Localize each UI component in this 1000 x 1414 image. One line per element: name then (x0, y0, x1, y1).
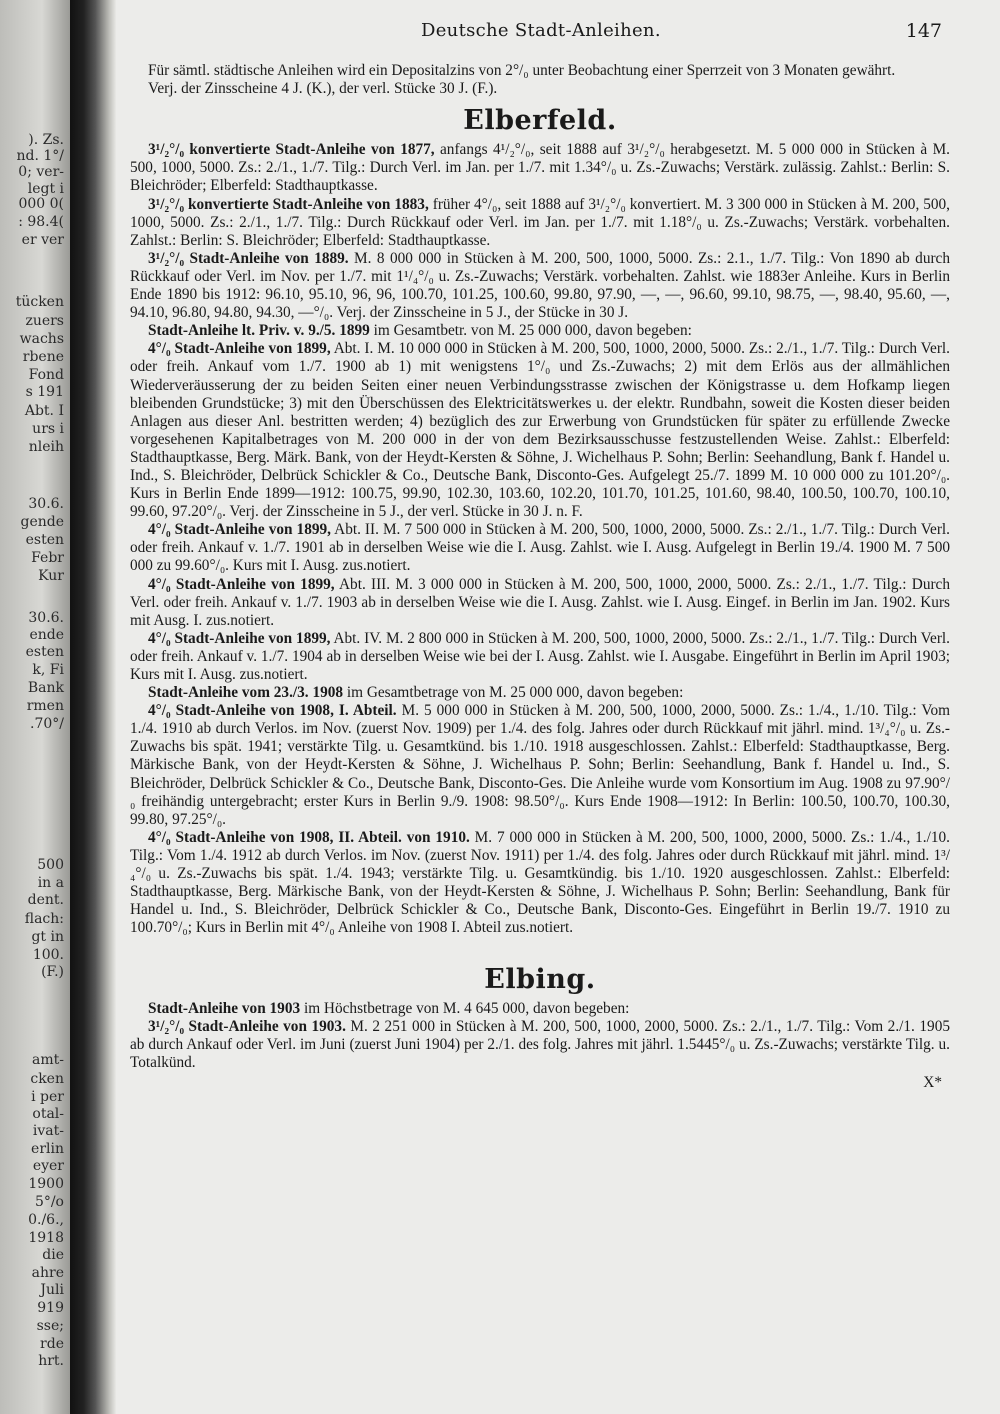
margin-fragment: 100. (32, 947, 64, 963)
margin-fragment: ahre (31, 1265, 64, 1281)
margin-fragment: 919 (37, 1300, 64, 1316)
loan-title: 4°/₀ Stadt-Anleihe von 1899, (148, 575, 335, 593)
margin-fragment: erlin (31, 1141, 64, 1157)
loan-text: im Gesamtbetr. von M. 25 000 000, davon begeben: (369, 322, 692, 340)
margin-fragment: i per (31, 1089, 64, 1105)
loan-group-entry (130, 684, 950, 702)
margin-fragment: esten (25, 644, 64, 660)
margin-fragment: : 98.4( (18, 214, 64, 230)
loan-entry (130, 141, 950, 195)
loan-text: M. 5 000 000 in Stücken à M. 200, 500, 1000, 2000, 5000. Zs.: 1./4., 1./10. Tilg.: Vom 1./4. 1910 ab durch Verlos. im Nov. (zuerst Nov. 1909) per 1./4. des folg. Jahres oder durch Rückkauf mit jährl. mind. 1³/₄°/₀ u. Zs.-Zuwachs bis spät. 1941; verstärkte Tilg. u. Gesamtkünd. bis 1./10. 1918 ausgeschlossen. Zahlst.: Elberfeld: Stadthauptkasse, Berg. Märkische Bank, von der Heydt-Kersten & Söhne, J. Wichelhaus P. Sohn; Berlin: Seehandlung, Bank f. Handel u. Ind., S. Bleichröder, Delbrück Schickler & Co., Deutsche Bank, Disconto-Ges. Die Anleihe wurde vom Konsortium im Aug. 1908 zu 97.90°/₀ freihändig untergebracht; erster Kurs in Berlin 9./9. 1908: 98.50°/₀. Kurs Ende 1908—1912: In Berlin: 100.50, 100.70, 100.30, 99.80, 97.25°/₀. (130, 702, 950, 828)
loan-entry (130, 702, 950, 829)
loan-title: 4°/₀ Stadt-Anleihe von 1899, (148, 629, 331, 647)
margin-fragment: Fond (28, 367, 64, 383)
margin-fragment: ende (29, 627, 64, 643)
loan-entry (130, 576, 950, 630)
margin-fragment: Febr (31, 550, 64, 566)
city-heading-elberfeld: Elberfeld. (463, 105, 617, 137)
loan-title: 3¹/₂°/₀ konvertierte Stadt-Anleihe von 1877, (148, 141, 435, 159)
loan-title: 4°/₀ Stadt-Anleihe von 1899, (148, 340, 331, 358)
margin-fragment: ). Zs. (28, 132, 64, 148)
loan-text: im Höchstbetrage von M. 4 645 000, davon begeben: (300, 999, 630, 1017)
loan-title: 3¹/₂°/₀ Stadt-Anleihe von 1889. (148, 249, 349, 267)
loan-group-entry (130, 322, 950, 340)
margin-fragment: Abt. I (24, 403, 64, 419)
loan-title: 4°/₀ Stadt-Anleihe von 1908, I. Abteil. (148, 702, 397, 720)
margin-fragment: 500 (37, 857, 64, 873)
loan-text: früher 4°/₀, seit 1888 auf 3¹/₂°/₀ konvertiert. M. 3 300 000 in Stücken à M. 200, 500, 1000, 5000. Zs.: 2./1., 1./7. Tilg.: Durch Rückkauf oder Verl. im Jan. per 1./7. mit 1.18°/₀ u. Zs.-Zuwachs; Verstärk. vorbehalten. Zahlst.: Berlin: S. Bleichröder; Elberfeld: Stadthauptkasse. (130, 195, 950, 249)
adjacent-page-margin (0, 0, 70, 1414)
document-page (116, 0, 1000, 1414)
margin-fragment: zuers (25, 313, 64, 329)
margin-fragment: ivat- (32, 1123, 64, 1139)
loan-text: M. 2 251 000 in Stücken à M. 200, 500, 1000, 2000, 5000. Zs.: 2./1., 1./7. Tilg.: Vom 2./1. 1905 ab durch Ankauf oder Verl. im Juni (zuerst Juni 1904) per 2./1. des folg. Jahres mit jährl. 1.5445°/₀ u. Zs.-Zuwachs; verstärkte Tilg. u. Totalkünd. (130, 1017, 950, 1071)
margin-fragment: Kur (38, 568, 64, 584)
margin-fragment: sse; (36, 1318, 64, 1334)
loan-title: 4°/₀ Stadt-Anleihe von 1899, (148, 521, 331, 539)
loan-title: Stadt-Anleihe von 1903 (148, 999, 301, 1017)
loan-entry (130, 340, 950, 521)
city-heading-elbing: Elbing. (484, 964, 596, 996)
margin-fragment: flach: (24, 911, 64, 927)
margin-fragment: er ver (21, 232, 64, 248)
loan-entry (130, 250, 950, 322)
loan-entry (130, 521, 950, 575)
margin-fragment: 1918 (28, 1230, 64, 1246)
loan-entry (130, 196, 950, 250)
margin-fragment: Bank (27, 680, 64, 696)
intro-deposit-note: Für sämtl. städtische Anleihen wird ein Depositalzins von 2°/₀ unter Beobachtung einer Sperrzeit von 3 Monaten gewährt. (148, 62, 896, 79)
loan-entry (130, 630, 950, 684)
loan-title: 3¹/₂°/₀ Stadt-Anleihe von 1903. (148, 1017, 346, 1035)
margin-fragment: die (42, 1247, 64, 1263)
loan-title: Stadt-Anleihe lt. Priv. v. 9./5. 1899 (148, 322, 370, 340)
loan-title: 4°/₀ Stadt-Anleihe von 1908, II. Abteil. von 1910. (148, 828, 470, 846)
margin-fragment: in a (37, 875, 64, 891)
margin-fragment: 1900 (28, 1176, 64, 1192)
book-gutter (70, 0, 116, 1414)
loan-text: im Gesamtbetrage von M. 25 000 000, davon begeben: (343, 684, 684, 702)
margin-fragment: 5°/o (34, 1194, 64, 1210)
margin-fragment: eyer (32, 1158, 64, 1174)
margin-fragment: gt in (31, 929, 64, 945)
loan-title: Stadt-Anleihe vom 23./3. 1908 (148, 684, 344, 702)
margin-fragment: Juli (40, 1282, 64, 1298)
running-head (116, 20, 1000, 46)
margin-fragment: 0; ver- (18, 164, 64, 180)
margin-fragment: urs i (32, 421, 64, 437)
margin-fragment: rde (40, 1336, 64, 1352)
margin-fragment: s 191 (25, 384, 64, 400)
margin-fragment: hrt. (38, 1353, 64, 1369)
loan-text: anfangs 4¹/₂°/₀, seit 1888 auf 3¹/₂°/₀ herabgesetzt. M. 5 000 000 in Stücken à M. 500, 1000, 5000. Zs.: 2./1., 1./7. Tilg.: Durch Verl. im Jan. per 1./7. mit 1.34°/₀ u. Zs.-Zuwachs; Verstärk. zulässig. Zahlst.: Berlin: S. Bleichröder; Elberfeld: Stadthauptkasse. (130, 141, 950, 195)
loan-text: Abt. II. M. 7 500 000 in Stücken à M. 200, 500, 1000, 2000, 5000. Zs.: 2./1., 1./7. Tilg.: Durch Verl. oder freih. Ankauf v. 1./7. 1901 ab in derselben Weise wie die I. Ausg. Zahlst. wie I. Ausg. Aufgelegt in Berlin 19./4. 1900 M. 7 500 000 zu 99.60°/₀. Kurs mit I. Ausg. zus.notiert. (130, 521, 950, 575)
margin-fragment: 30.6. (28, 496, 64, 512)
loan-text: M. 7 000 000 in Stücken à M. 200, 500, 1000, 2000, 5000. Zs.: 1./4., 1./10. Tilg.: Vom 1./4. 1912 ab durch Verlos. im Nov. (zuerst Nov. 1911) per 1./4. des folg. Jahres oder durch Rückkauf mit jährl. mind. 1³/₄°/₀ u. Zs.-Zuwachs bis spät. 1./4. 1943; verstärkte Tilg. u. Gesamtkündig. bis 1./10. 1920 ausgeschlossen. Zahlst.: Elberfeld: Stadthauptkasse, Berg. Märkische Bank, von der Heydt-Kersten & Söhne, J. Wichelhaus P. Sohn; Berlin: Seehandlung, Bank für Handel u. Ind., S. Bleichröder, Delbrück Schickler & Co., Deutsche Bank, Disconto-Ges. Eingeführt in Berlin 19./7. 1910 zu 100.70°/₀; Kurs in Berlin mit 4°/₀ Anleihe von 1908 I. Abteil zus.notiert. (130, 828, 950, 937)
margin-fragment: 30.6. (28, 610, 64, 626)
margin-fragment: cken (30, 1071, 64, 1087)
loan-text: Abt. I. M. 10 000 000 in Stücken à M. 200, 500, 1000, 2000, 5000. Zs.: 2./1., 1./7. Tilg.: Durch Verl. oder freih. Ankauf vom 1./7. 1900 ab 1) mit wenigstens 1°/₀ und Zs.-Zuwachs; 2) mit dem Erlös aus der allmählichen Wiederveräusserung der zu beiden Seiten einer neuen Verbindungsstrasse zwischen der Königstrasse u. dem Hofkamp liegen bleibenden Grundstücke; 3) mit den Überschüssen des Elektricitätswerkes u. der elektr. Rundbahn, soweit die Kosten dieser beiden Anlagen aus dieser Anl. bestritten werden; 4) bezüglich des zur Erwerbung von Grundstücken für später zu erfüllende Zwecke vorgesehenen Kapitalbetrages von M. 200 000 in der von dem Bezirksausschusse festzustellenden Weise. Zahlst.: Elberfeld: Stadthauptkasse, Berg. Märk. Bank, von der Heydt-Kersten & Söhne, J. Wichelhaus P. Sohn; Berlin: Seehandlung, Bank f. Handel u. Ind., S. Bleichröder, Delbrück Schickler & Co., Deutsche Bank, Disconto-Ges. Aufgelegt 25./7. 1899 M. 10 000 000 zu 101.20°/₀. Kurs in Berlin Ende 1899—1912: 100.75, 99.90, 102.30, 103.60, 102.20, 101.70, 101.25, 101.60, 98.40, 100.50, 100.70, 100.10, 99.60, 97.20°/₀. Verj. der Zinsscheine in 5 J., der verl. Stücke in 30 J. n. F. (130, 340, 950, 521)
margin-fragment: dent. (27, 892, 64, 908)
margin-fragment: (F.) (41, 964, 64, 980)
margin-fragment: 0./6., (28, 1212, 64, 1228)
margin-fragment: 000 0( (18, 196, 64, 212)
loan-text: M. 8 000 000 in Stücken à M. 200, 500, 1000, 5000. Zs.: 2.1., 1./7. Tilg.: Von 1890 ab durch Rückkauf oder Verl. im Nov. per 1./7. mit 1¹/₄°/₀ u. Zs.-Zuwachs; Verstärk. vorbehalten. Zahlst. wie 1883er Anleihe. Kurs in Berlin Ende 1890 bis 1912: 96.10, 95.10, 96, 96, 100.70, 101.25, 100.60, 99.80, 97.90, —, —, 96.60, 99.10, 98.75, —, 98.40, 95.60, —, 94.10, 96.80, 94.80, 94.30, —°/₀. Verj. der Zinsscheine in 5 J., der Stücke in 30 J. (130, 249, 950, 322)
margin-fragment: amt- (32, 1052, 64, 1068)
loan-text: Abt. IV. M. 2 800 000 in Stücken à M. 200, 500, 1000, 2000, 5000. Zs.: 2./1., 1./7. Tilg.: Durch Verl. oder freih. Ankauf v. 1./7. 1904 ab in derselben Weise wie bei der I. Ausg. Zahlst. wie I. Ausgabe. Eingeführt in Berlin im April 1903; Kurs mit I. Ausg. zus.notiert. (130, 629, 950, 683)
printer-signature-mark: X* (923, 1073, 942, 1091)
margin-fragment: nleih (28, 439, 64, 455)
loan-text: Abt. III. M. 3 000 000 in Stücken à M. 200, 500, 1000, 2000, 5000. Zs.: 2./1., 1./7. Tilg.: Durch Verl. oder freih. Ankauf v. 1./7. 1903 ab in derselben Weise wie die I. Ausg. Zahlst. wie I. Ausg. Eingef. in Berlin im Jan. 1902. Kurs mit Ausg. I. zus.notiert. (130, 575, 950, 629)
margin-fragment: tücken (15, 294, 64, 310)
margin-fragment: .70°/ (30, 716, 64, 732)
loan-entry (130, 829, 950, 938)
loan-group-entry (130, 1000, 950, 1018)
page-number: 147 (905, 20, 942, 42)
loan-entry (130, 1018, 950, 1072)
page-body (130, 62, 950, 1092)
loan-title: 3¹/₂°/₀ konvertierte Stadt-Anleihe von 1883, (148, 195, 429, 213)
intro-statute-note: Verj. der Zinsscheine 4 J. (K.), der verl. Stücke 30 J. (F.). (148, 80, 498, 98)
margin-fragment: legt i (27, 181, 64, 197)
margin-fragment: nd. 1°/ (16, 148, 64, 164)
margin-fragment: wachs (19, 331, 64, 347)
margin-fragment: otal- (32, 1106, 64, 1122)
margin-fragment: rmen (26, 698, 64, 714)
margin-fragment: esten (25, 532, 64, 548)
margin-fragment: rbene (22, 349, 64, 365)
running-title: Deutsche Stadt-Anleihen. (421, 20, 661, 41)
margin-fragment: gende (20, 514, 64, 530)
margin-fragment: k, Fi (32, 662, 64, 678)
